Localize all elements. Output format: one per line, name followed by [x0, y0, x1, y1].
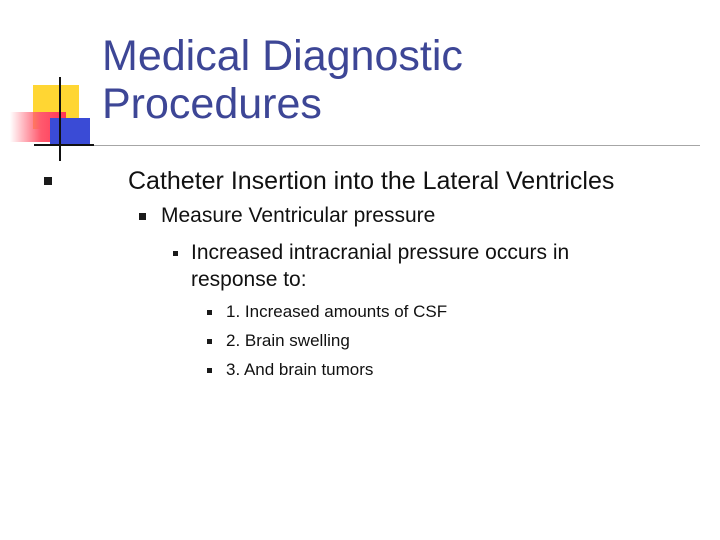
decorative-horizontal-line: [34, 144, 94, 146]
list-item: 1. Increased amounts of CSF: [226, 302, 448, 321]
bullet-marker: [207, 310, 212, 315]
decorative-blue-square: [50, 118, 90, 145]
bullet-marker: [207, 339, 212, 344]
bullet-marker: [139, 213, 146, 220]
bullet-marker: [207, 368, 212, 373]
title-line-1: Medical Diagnostic: [102, 32, 463, 80]
bullet-level1-text: Catheter Insertion into the Lateral Ventricles: [128, 167, 615, 195]
bullet-marker: [44, 177, 52, 185]
title-underline: [34, 145, 700, 146]
bullet-level3-text-line2: response to:: [191, 268, 307, 291]
slide-title: [102, 32, 692, 128]
bullet-level2-text: Measure Ventricular pressure: [161, 204, 436, 227]
title-line-2: Procedures: [102, 80, 322, 128]
decorative-vertical-line: [59, 77, 61, 161]
list-item: 3. And brain tumors: [226, 360, 374, 379]
bullet-marker: [173, 251, 178, 256]
list-item: 2. Brain swelling: [226, 331, 350, 350]
bullet-level3-text-line1: Increased intracranial pressure occurs in: [191, 241, 570, 264]
